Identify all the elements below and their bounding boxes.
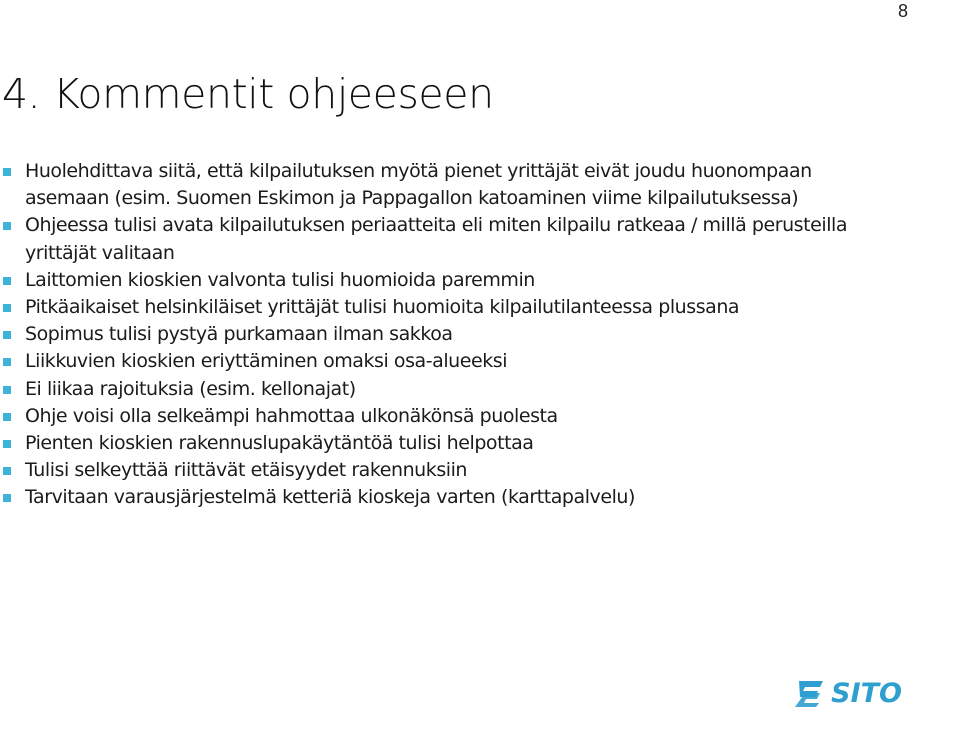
bullet-text: Tulisi selkeyttää riittävät etäisyydet rakennuksiin	[25, 459, 468, 482]
bullet-item-2	[0, 212, 900, 266]
page-number: 8	[897, 1, 908, 21]
bullet-item-9	[0, 430, 900, 457]
square-bullet-icon	[3, 386, 11, 394]
square-bullet-icon	[3, 331, 11, 339]
bullet-text: Huolehdittava siitä, että kilpailutuksen myötä pienet yrittäjät eivät joudu huonompaan asemaan (esim. Suomen Eskimon ja Pappagallon katoaminen viime kilpailutuksessa)	[25, 160, 812, 210]
bullet-item-8	[0, 403, 900, 430]
square-bullet-icon	[3, 222, 11, 230]
bullet-text: Ohjeessa tulisi avata kilpailutuksen periaatteita eli miten kilpailu ratkeaa / millä perusteilla yrittäjät valitaan	[25, 214, 848, 264]
bullet-item-11	[0, 484, 900, 511]
square-bullet-icon	[3, 358, 11, 366]
slide-title: 4. Kommentit ohjeeseen	[2, 70, 494, 118]
bullet-text: Pienten kioskien rakennuslupakäytäntöä tulisi helpottaa	[25, 432, 534, 455]
bullet-text: Pitkäaikaiset helsinkiläiset yrittäjät tulisi huomioita kilpailutilanteessa plussana	[25, 296, 740, 319]
logo-text: SITO	[831, 678, 902, 709]
bullet-text: Tarvitaan varausjärjestelmä ketteriä kioskeja varten (karttapalvelu)	[25, 486, 635, 509]
square-bullet-icon	[3, 277, 11, 285]
bullet-item-5	[0, 321, 900, 348]
bullet-text: Liikkuvien kioskien eriyttäminen omaksi osa-alueeksi	[25, 350, 508, 373]
square-bullet-icon	[3, 304, 11, 312]
bullet-item-1	[0, 158, 900, 212]
sito-logo-icon	[793, 679, 827, 709]
square-bullet-icon	[3, 467, 11, 475]
bullet-item-6	[0, 348, 900, 375]
square-bullet-icon	[3, 440, 11, 448]
bullet-item-7	[0, 376, 900, 403]
bullet-text: Ei liikaa rajoituksia (esim. kellonajat)	[25, 377, 356, 400]
bullet-item-4	[0, 294, 900, 321]
square-bullet-icon	[3, 413, 11, 421]
sito-logo	[793, 679, 902, 709]
bullet-item-10	[0, 457, 900, 484]
bullet-text: Laittomien kioskien valvonta tulisi huomioida paremmin	[25, 268, 535, 291]
square-bullet-icon	[3, 168, 11, 176]
square-bullet-icon	[3, 494, 11, 502]
bullet-item-3	[0, 267, 900, 294]
bullet-list	[0, 158, 900, 512]
bullet-text: Ohje voisi olla selkeämpi hahmottaa ulkonäkönsä puolesta	[25, 404, 558, 427]
bullet-text: Sopimus tulisi pystyä purkamaan ilman sakkoa	[25, 323, 453, 346]
